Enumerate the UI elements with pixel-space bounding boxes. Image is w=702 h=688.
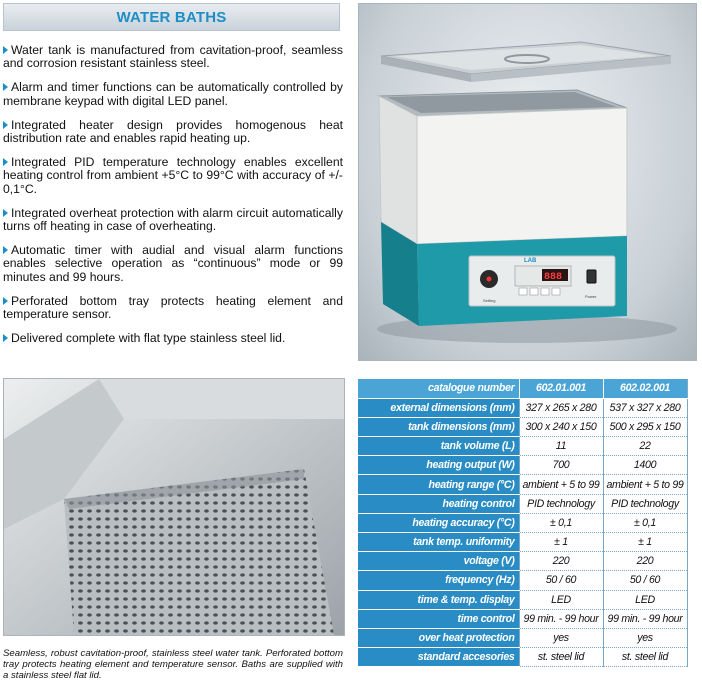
table-row <box>358 475 687 494</box>
table-row <box>358 628 687 647</box>
row-value-col1: ± 1 <box>519 533 603 552</box>
row-value-col2: 50 / 60 <box>603 571 687 590</box>
bullet-arrow-icon <box>3 83 8 91</box>
row-label: tank temp. uniformity <box>358 533 519 552</box>
bullet-arrow-icon <box>3 334 8 342</box>
svg-text:Setting: Setting <box>483 298 496 303</box>
row-value-col2: 220 <box>603 552 687 571</box>
row-value-col1: 99 min. - 99 hour <box>519 609 603 628</box>
bullet-arrow-icon <box>3 46 8 54</box>
table-row <box>358 648 687 667</box>
row-value-col2: 537 x 327 x 280 <box>603 398 687 417</box>
row-label: voltage (V) <box>358 552 519 571</box>
table-header-label: catalogue number <box>358 379 519 398</box>
table-row <box>358 590 687 609</box>
feature-text: Integrated PID temperature technology enables excellent heating control from ambient +5°C to 99°C with accuracy of +/- 0,1°C. <box>3 154 343 196</box>
feature-item <box>3 244 343 284</box>
row-label: over heat protection <box>358 628 519 647</box>
bullet-arrow-icon <box>3 121 8 129</box>
row-label: time control <box>358 609 519 628</box>
table-row <box>358 437 687 456</box>
row-value-col2: PID technology <box>603 494 687 513</box>
feature-item <box>3 44 343 71</box>
spec-table <box>358 379 688 667</box>
feature-text: Automatic timer with audial and visual alarm functions enables selective operation as “continuous” mode or 99 minutes and 99 hours. <box>3 242 343 284</box>
table-row <box>358 609 687 628</box>
feature-text: Water tank is manufactured from cavitation-proof, seamless and corrosion resistant stainless steel. <box>3 43 343 71</box>
row-value-col1: LED <box>519 590 603 609</box>
table-row <box>358 417 687 436</box>
row-value-col2: 500 x 295 x 150 <box>603 417 687 436</box>
row-label: time & temp. display <box>358 590 519 609</box>
feature-item <box>3 81 343 108</box>
feature-item <box>3 119 343 146</box>
row-value-col1: 700 <box>519 456 603 475</box>
row-label: tank dimensions (mm) <box>358 417 519 436</box>
perforated-tray-illustration <box>4 379 344 635</box>
row-value-col1: 300 x 240 x 150 <box>519 417 603 436</box>
row-value-col2: yes <box>603 628 687 647</box>
table-header-row <box>358 379 687 398</box>
row-value-col2: 99 min. - 99 hour <box>603 609 687 628</box>
row-label: standard accesories <box>358 648 519 667</box>
row-value-col2: ambient + 5 to 99 <box>603 475 687 494</box>
row-label: external dimensions (mm) <box>358 398 519 417</box>
table-header-col2: 602.02.001 <box>603 379 687 398</box>
row-label: heating output (W) <box>358 456 519 475</box>
page-title: WATER BATHS <box>116 8 227 26</box>
feature-text: Integrated heater design provides homogenous heat distribution rate and enables rapid heating up. <box>3 117 343 146</box>
row-value-col1: ambient + 5 to 99 <box>519 475 603 494</box>
table-row <box>358 513 687 532</box>
perforated-tray-photo <box>3 378 345 636</box>
table-row <box>358 456 687 475</box>
row-value-col1: 327 x 265 x 280 <box>519 398 603 417</box>
feature-item <box>3 295 343 322</box>
water-bath-photo <box>358 3 697 361</box>
row-value-col1: 220 <box>519 552 603 571</box>
feature-text: Perforated bottom tray protects heating element and temperature sensor. <box>3 293 343 322</box>
title-bar <box>3 3 340 31</box>
row-value-col1: ± 0,1 <box>519 513 603 532</box>
feature-text: Delivered complete with flat type stainless steel lid. <box>11 331 286 345</box>
feature-text: Integrated overheat protection with alarm circuit automatically turns off heating in case of overheating. <box>3 205 343 234</box>
row-value-col1: 50 / 60 <box>519 571 603 590</box>
row-label: tank volume (L) <box>358 437 519 456</box>
row-label: heating control <box>358 494 519 513</box>
brand-logo: LAB <box>524 258 537 264</box>
row-value-col2: 22 <box>603 437 687 456</box>
feature-item <box>3 332 343 345</box>
led-display: 888 <box>544 272 563 283</box>
feature-list <box>3 44 343 356</box>
row-label: heating accuracy (°C) <box>358 513 519 532</box>
table-row <box>358 398 687 417</box>
row-value-col2: LED <box>603 590 687 609</box>
bullet-arrow-icon <box>3 209 8 217</box>
row-value-col1: PID technology <box>519 494 603 513</box>
row-value-col2: st. steel lid <box>603 648 687 667</box>
bullet-arrow-icon <box>3 246 8 254</box>
feature-item <box>3 207 343 234</box>
row-value-col1: st. steel lid <box>519 648 603 667</box>
table-row <box>358 552 687 571</box>
row-value-col1: 11 <box>519 437 603 456</box>
power-label: Power <box>585 294 597 299</box>
photo-caption: Seamless, robust cavitation-proof, stainless steel water tank. Perforated bottom tray protects heating element and temperature sensor. Baths are supplied with a stainless steel flat lid. <box>3 648 343 681</box>
water-bath-illustration <box>359 4 696 360</box>
row-label: heating range (°C) <box>358 475 519 494</box>
table-row <box>358 494 687 513</box>
row-value-col2: ± 0,1 <box>603 513 687 532</box>
bullet-arrow-icon <box>3 158 8 166</box>
feature-item <box>3 156 343 196</box>
table-row <box>358 571 687 590</box>
row-value-col1: yes <box>519 628 603 647</box>
row-value-col2: 1400 <box>603 456 687 475</box>
row-label: frequency (Hz) <box>358 571 519 590</box>
table-row <box>358 533 687 552</box>
table-header-col1: 602.01.001 <box>519 379 603 398</box>
feature-text: Alarm and timer functions can be automatically controlled by membrane keypad with digital LED panel. <box>3 80 343 108</box>
row-value-col2: ± 1 <box>603 533 687 552</box>
bullet-arrow-icon <box>3 297 8 305</box>
